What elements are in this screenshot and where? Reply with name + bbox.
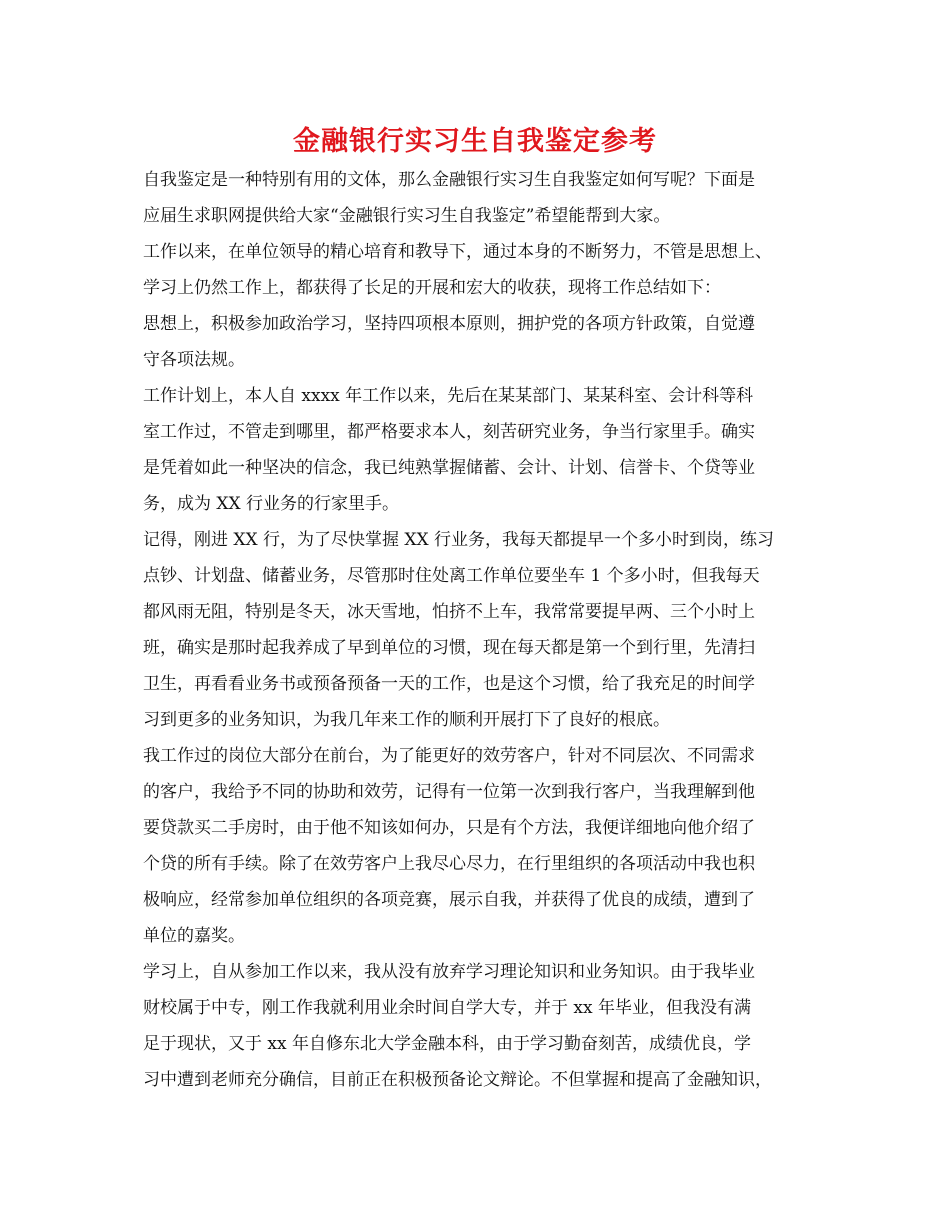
text-line: 应届生求职网提供给大家“金融银行实习生自我鉴定”希望能帮到大家。	[143, 206, 671, 226]
text-line: 工作计划上，本人自 xxxx 年工作以来，先后在某某部门、某某科室、会计科等科	[143, 386, 754, 406]
text-line: 极响应，经常参加单位组织的各项竞赛，展示自我，并获得了优良的成绩，遭到了	[143, 890, 755, 910]
text-line: 工作以来，在单位领导的精心培育和教导下，通过本身的不断努力，不管是思想上、	[143, 242, 772, 262]
document-body	[143, 162, 833, 1098]
text-line: 习中遭到老师充分确信，目前正在积极预备论文辩论。不但掌握和提高了金融知识，	[143, 1070, 772, 1090]
text-line: 思想上，积极参加政治学习，坚持四项根本原则，拥护党的各项方针政策，自觉遵	[143, 314, 755, 334]
text-line: 卫生，再看看业务书或预备预备一天的工作，也是这个习惯，给了我充足的时间学	[143, 674, 755, 694]
text-line: 点钞、计划盘、储蓄业务，尽管那时住处离工作单位要坐车 1 个多小时，但我每天	[143, 566, 760, 586]
text-line: 习到更多的业务知识，为我几年来工作的顺利开展打下了良好的根底。	[143, 710, 670, 730]
text-line: 要贷款买二手房时，由于他不知该如何办，只是有个方法，我便详细地向他介绍了	[143, 818, 755, 838]
text-line: 个贷的所有手续。除了在效劳客户上我尽心尽力，在行里组织的各项活动中我也积	[143, 854, 755, 874]
text-line: 学习上仍然工作上，都获得了长足的开展和宏大的收获，现将工作总结如下：	[143, 278, 721, 298]
text-line: 记得，刚进 XX 行，为了尽快掌握 XX 行业务，我每天都提早一个多小时到岗，练习	[143, 530, 775, 550]
text-line: 室工作过，不管走到哪里，都严格要求本人，刻苦研究业务，争当行家里手。确实	[143, 422, 755, 442]
text-line: 单位的嘉奖。	[143, 926, 245, 946]
text-line: 的客户，我给予不同的协助和效劳，记得有一位第一次到我行客户，当我理解到他	[143, 782, 755, 802]
text-line: 务，成为 XX 行业务的行家里手。	[143, 494, 400, 514]
text-line: 学习上，自从参加工作以来，我从没有放弃学习理论知识和业务知识。由于我毕业	[143, 962, 755, 982]
text-line: 守各项法规。	[143, 350, 245, 370]
text-line: 是凭着如此一种坚决的信念，我已纯熟掌握储蓄、会计、计划、信誉卡、个贷等业	[143, 458, 755, 478]
text-line: 都风雨无阻，特别是冬天，冰天雪地，怕挤不上车，我常常要提早两、三个小时上	[143, 602, 755, 622]
text-line: 我工作过的岗位大部分在前台，为了能更好的效劳客户，针对不同层次、不同需求	[143, 746, 755, 766]
document-title: 金融银行实习生自我鉴定参考	[293, 126, 657, 157]
text-line: 足于现状，又于 xx 年自修东北大学金融本科，由于学习勤奋刻苦，成绩优良，学	[143, 1034, 751, 1054]
text-line: 班，确实是那时起我养成了早到单位的习惯，现在每天都是第一个到行里，先清扫	[143, 638, 755, 658]
text-line: 财校属于中专，刚工作我就利用业余时间自学大专，并于 xx 年毕业，但我没有满	[143, 998, 751, 1018]
text-line: 自我鉴定是一种特别有用的文体，那么金融银行实习生自我鉴定如何写呢？下面是	[143, 170, 755, 190]
